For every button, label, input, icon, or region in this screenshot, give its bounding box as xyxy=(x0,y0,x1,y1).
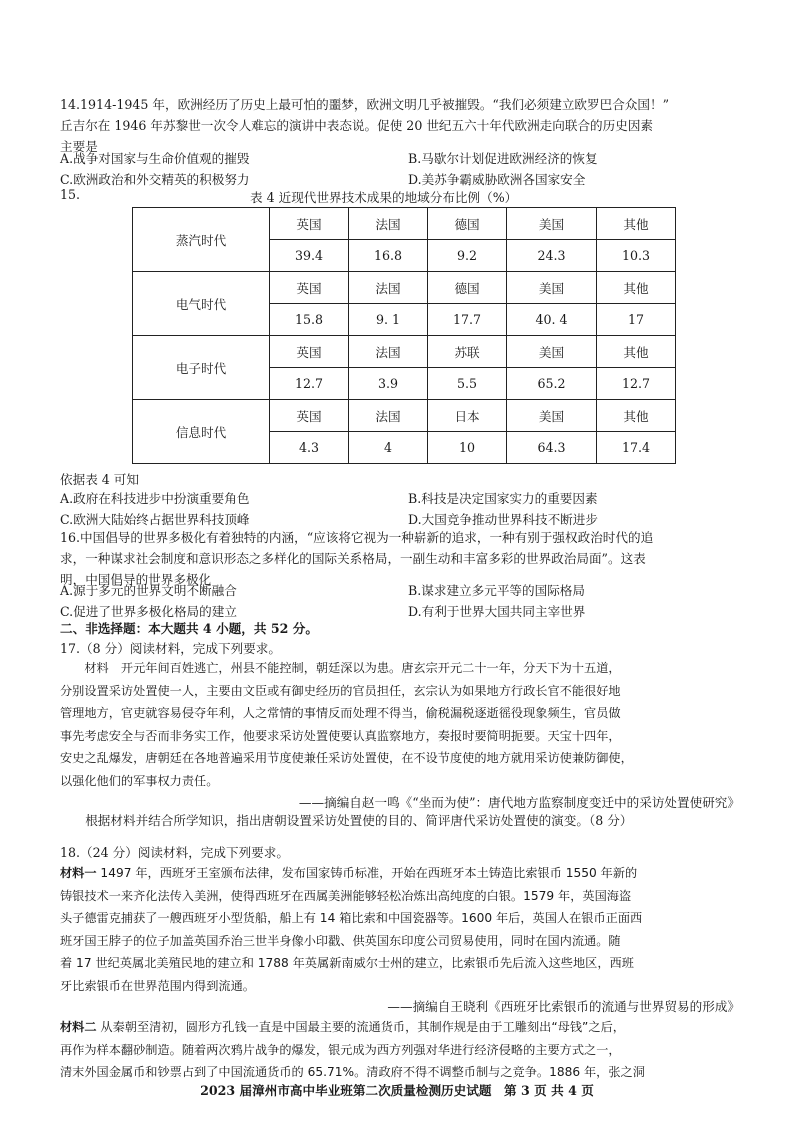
q18-material-1-line: 铸银技术一来齐化法传入美洲，使得西班牙在西属美洲能够轻松冶炼出高纯度的白银。1579 年，英国海盗 xyxy=(60,888,632,903)
value-cell: 12.7 xyxy=(596,368,675,400)
q18-material-1-line: 班牙国王脖子的位子加盖英国乔治三世半身像小印戳、供英国东印度公司贸易使用，同时在国内流通。随 xyxy=(60,933,621,948)
country-cell: 法国 xyxy=(349,400,428,432)
table-row xyxy=(133,272,676,304)
q18-material-2-line: 再作为样本翻砂制造。随着两次鸦片战争的爆发，银元成为西方列强对华进行经济侵略的主要方式之一， xyxy=(60,1042,621,1057)
q14-option-c: C.欧洲政治和外交精英的积极努力 xyxy=(60,172,250,187)
country-cell: 英国 xyxy=(270,272,349,304)
country-cell: 英国 xyxy=(270,400,349,432)
material-2-text: 从秦朝至清初，圆形方孔钱一直是中国最主要的流通货币，其制作规是由于工雕刻出“母钱”之后， xyxy=(96,1020,625,1034)
country-cell: 法国 xyxy=(349,272,428,304)
q16-option-d: D.有利于世界大国共同主宰世界 xyxy=(408,604,586,619)
q14-option-d: D.美苏争霸威胁欧洲各国家安全 xyxy=(408,172,586,187)
q15-option-c: C.欧洲大陆始终占据世界科技顶峰 xyxy=(60,512,250,527)
q18-heading: 18.（24 分）阅读材料，完成下列要求。 xyxy=(60,845,289,860)
q17-material-line: 以强化他们的军事权力责任。 xyxy=(60,773,219,788)
q18-material-1-line: 头子德雷克捕获了一艘西班牙小型货船，船上有 14 箱比索和中国瓷器等。1600 年后，英国人在银币正面西 xyxy=(60,911,643,925)
value-cell: 4 xyxy=(349,432,428,464)
q17-material-line: 事先考虑安全与否而非务实工作，他要求采访处置使要认真监察地方，奏报时要简明扼要。天宝十四年， xyxy=(60,728,621,743)
q17-material-line: 材料 开元年间百姓逃亡，州县不能控制，朝廷深以为患。唐玄宗开元二十一年，分天下为十五道， xyxy=(60,661,621,675)
q16-option-b: B.谋求建立多元平等的国际格局 xyxy=(408,583,585,598)
era-cell: 蒸汽时代 xyxy=(133,208,270,272)
country-cell: 英国 xyxy=(270,336,349,368)
country-cell: 美国 xyxy=(507,400,597,432)
q18-material-1-line: 着 17 世纪英属北美殖民地的建立和 1788 年英属新南威尔士州的建立，比索银币先后流入这些地区，西班 xyxy=(60,956,634,970)
value-cell: 10.3 xyxy=(596,240,675,272)
q16-stem-line: 16.中国倡导的世界多极化有着独特的内涵，“应该将它视为一种崭新的追求，一种有别于强权政治时代的追 xyxy=(60,530,654,545)
value-cell: 3.9 xyxy=(349,368,428,400)
q16-option-c: C.促进了世界多极化格局的建立 xyxy=(60,604,237,619)
q15-option-b: B.科技是决定国家实力的重要因素 xyxy=(408,491,598,506)
q17-material-line: 安史之乱爆发，唐朝廷在各地普遍采用节度使兼任采访处置使，在不设节度使的地方就用采访使兼防御使， xyxy=(60,751,633,765)
value-cell: 24.3 xyxy=(507,240,597,272)
q17-source: ——摘编自赵一鸣《“坐而为使”：唐代地方监察制度变迁中的采访处置使研究》 xyxy=(298,795,740,810)
value-cell: 39.4 xyxy=(270,240,349,272)
material-1-text: 1497 年，西班牙王室颁布法律，发布国家铸币标准，开始在西班牙本土铸造比索银币 1550 年新的 xyxy=(96,866,638,880)
value-cell: 5.5 xyxy=(428,368,507,400)
q15-options xyxy=(60,488,740,530)
q16-stem-line: 明，中国倡导的世界多极化 xyxy=(60,572,212,587)
table-row xyxy=(133,208,676,240)
era-cell: 电子时代 xyxy=(133,336,270,400)
material-2-label: 材料二 xyxy=(60,1020,97,1034)
era-cell: 信息时代 xyxy=(133,400,270,464)
page-footer: 2023 届漳州市高中毕业班第二次质量检测历史试题 第 3 页 共 4 页 xyxy=(200,1083,594,1098)
q18-material-2-line xyxy=(60,1016,750,1039)
q15-stem xyxy=(60,469,740,490)
country-cell: 美国 xyxy=(507,272,597,304)
material-1-label: 材料一 xyxy=(60,866,97,880)
q17-material-line: 分别设置采访处置使一人，主要由文臣或有御史经历的官员担任，玄宗认为如果地方行政长官不能很好地 xyxy=(60,683,621,698)
value-cell: 9.2 xyxy=(428,240,507,272)
q18-material-1-line: 牙比索银币在世界范围内得到流通。 xyxy=(60,978,255,993)
q18-material-2 xyxy=(60,1016,750,1084)
q15-option-a: A.政府在科技进步中扮演重要角色 xyxy=(60,491,250,506)
value-cell: 9. 1 xyxy=(349,304,428,336)
q14-stem-line: 14.1914-1945 年，欧洲经历了历史上最可怕的噩梦，欧洲文明几乎被摧毁。“我们必须建立欧罗巴合众国！” xyxy=(60,97,670,112)
country-cell: 法国 xyxy=(349,336,428,368)
q16-stem-line: 求，一种谋求社会制度和意识形态之多样化的国际关系格局，一副生动和丰富多彩的世界政治局面”。这表 xyxy=(60,551,646,566)
country-cell: 其他 xyxy=(596,272,675,304)
q18-material-2-line: 清末外国金属币和钞票占到了中国流通货币的 65.71%。清政府不得不调整币制与之竞争。1886 年，张之洞 xyxy=(60,1065,645,1079)
q17-heading: 17.（8 分）阅读材料，完成下列要求。 xyxy=(60,641,281,656)
q18-material-1-source: ——摘编自王晓利《西班牙比索银币的流通与世界贸易的形成》 xyxy=(387,999,740,1014)
q14-options xyxy=(60,148,740,190)
country-cell: 法国 xyxy=(349,208,428,240)
q17-material-line: 管理地方，官吏就容易侵夺年利，人之常情的事情反而处理不得当，偷税漏税逐逝徭役现象频生，官员做 xyxy=(60,706,621,720)
country-cell: 苏联 xyxy=(428,336,507,368)
q14-stem-line: 丘吉尔在 1946 年苏黎世一次令人难忘的演讲中表态说。促使 20 世纪五六十年代欧洲走向联合的历史因素 xyxy=(60,118,654,133)
value-cell: 17 xyxy=(596,304,675,336)
value-cell: 15.8 xyxy=(270,304,349,336)
country-cell: 其他 xyxy=(596,208,675,240)
value-cell: 17.7 xyxy=(428,304,507,336)
country-cell: 其他 xyxy=(596,336,675,368)
table-row xyxy=(133,336,676,368)
country-cell: 英国 xyxy=(270,208,349,240)
value-cell: 10 xyxy=(428,432,507,464)
country-cell: 美国 xyxy=(507,208,597,240)
country-cell: 美国 xyxy=(507,336,597,368)
country-cell: 德国 xyxy=(428,208,507,240)
q16-options xyxy=(60,580,740,622)
q16-option-a: A.源于多元的世界文明不断融合 xyxy=(60,583,237,598)
q18-material-1 xyxy=(60,862,750,997)
q15-number: 15. xyxy=(60,187,81,202)
q15-option-d: D.大国竞争推动世界科技不断进步 xyxy=(408,512,598,527)
era-cell: 电气时代 xyxy=(133,272,270,336)
value-cell: 64.3 xyxy=(507,432,597,464)
country-cell: 德国 xyxy=(428,272,507,304)
country-cell: 其他 xyxy=(596,400,675,432)
section-heading: 二、非选择题：本大题共 4 小题，共 52 分。 xyxy=(60,621,318,636)
value-cell: 16.8 xyxy=(349,240,428,272)
country-cell: 日本 xyxy=(428,400,507,432)
q17-task: 根据材料并结合所学知识，指出唐朝设置采访处置使的目的、简评唐代采访处置使的演变。（8 分） xyxy=(60,813,633,828)
q14-stem-line: 主要是 xyxy=(60,139,98,154)
value-cell: 40. 4 xyxy=(507,304,597,336)
value-cell: 12.7 xyxy=(270,368,349,400)
q18-material-1-line xyxy=(60,862,750,885)
table-4 xyxy=(132,207,676,464)
table-4-caption: 表 4 近现代世界技术成果的地域分布比例（%） xyxy=(250,190,518,205)
value-cell: 65.2 xyxy=(507,368,597,400)
q14-option-a: A.战争对国家与生命价值观的摧毁 xyxy=(60,151,250,166)
q15-stem-line: 依据表 4 可知 xyxy=(60,472,139,487)
q14-option-b: B.马歇尔计划促进欧洲经济的恢复 xyxy=(408,151,598,166)
value-cell: 4.3 xyxy=(270,432,349,464)
q17-material xyxy=(60,657,750,792)
value-cell: 17.4 xyxy=(596,432,675,464)
table-row xyxy=(133,400,676,432)
